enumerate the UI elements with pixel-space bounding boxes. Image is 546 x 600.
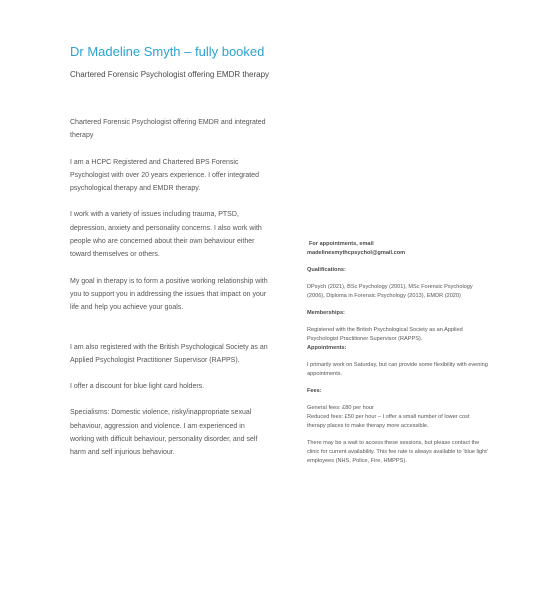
- goal-paragraph: My goal in therapy is to form a positive working relationship with you to support you in addressing the issues that impact on your life and help you achieve your goals.: [70, 277, 268, 312]
- qualifications-text: DPsych (2021), BSc Psychology (2001), MSc Forensic Psychology (2006), Diploma in Forensic Psychology (2013), EMDR (2020): [307, 284, 473, 299]
- general-fees-text: General fees: £80 per hour: [307, 405, 374, 411]
- appointments-heading: Appointments:: [307, 345, 347, 351]
- contact-email[interactable]: madelinesmythcpsychol@gmail.com: [307, 250, 406, 256]
- specialisms-paragraph: Specialisms: Domestic violence, risky/inappropriate sexual behaviour, aggression and violence. I am experienced in working with difficult behaviour, personality disorder, and self harm and self injurious behaviour.: [70, 409, 258, 457]
- discount-paragraph: I offer a discount for blue light card holders.: [70, 383, 205, 391]
- memberships-text: Registered with the British Psychological Society as an Applied Psychologist Practitioner Supervisor (RAPPS).: [307, 327, 463, 342]
- fees-heading: Fees:: [307, 388, 322, 394]
- registration-paragraph: I am also registered with the British Psychological Society as an Applied Psychologist Practitioner Supervisor (RAPPS).: [70, 343, 268, 364]
- qualifications-heading: Qualifications:: [307, 267, 346, 273]
- appointments-contact-label: For appointments, email: [309, 241, 374, 247]
- about-paragraph: I am a HCPC Registered and Chartered BPS Forensic Psychologist with over 20 years experience. I offer integrated psychological therapy and EMDR therapy.: [70, 158, 259, 193]
- issues-paragraph: I work with a variety of issues including trauma, PTSD, depression, anxiety and personality concerns. I also work with people who are concerned about their own behaviour either toward themselves or others.: [70, 211, 262, 259]
- sidebar-info: [307, 240, 489, 466]
- main-description: [70, 116, 268, 460]
- page-subtitle: Chartered Forensic Psychologist offering EMDR therapy: [70, 70, 270, 79]
- page-title: Dr Madeline Smyth – fully booked: [70, 44, 265, 59]
- reduced-fees-text: Reduced fees: £50 per hour – I offer a small number of lower cost therapy places to make therapy more accessible.: [307, 414, 470, 429]
- intro-paragraph: Chartered Forensic Psychologist offering EMDR and integrated therapy: [70, 119, 266, 140]
- memberships-heading: Memberships:: [307, 310, 345, 316]
- appointments-text: I primarily work on Saturday, but can provide some flexibility with evening appointments.: [307, 362, 488, 377]
- wait-note-text: There may be a wait to access these sessions, but please contact the clinic for current availability. This fee rate is always available to ‘blue light’ employees (NHS, Police, Fire, HMPPS).: [307, 440, 488, 464]
